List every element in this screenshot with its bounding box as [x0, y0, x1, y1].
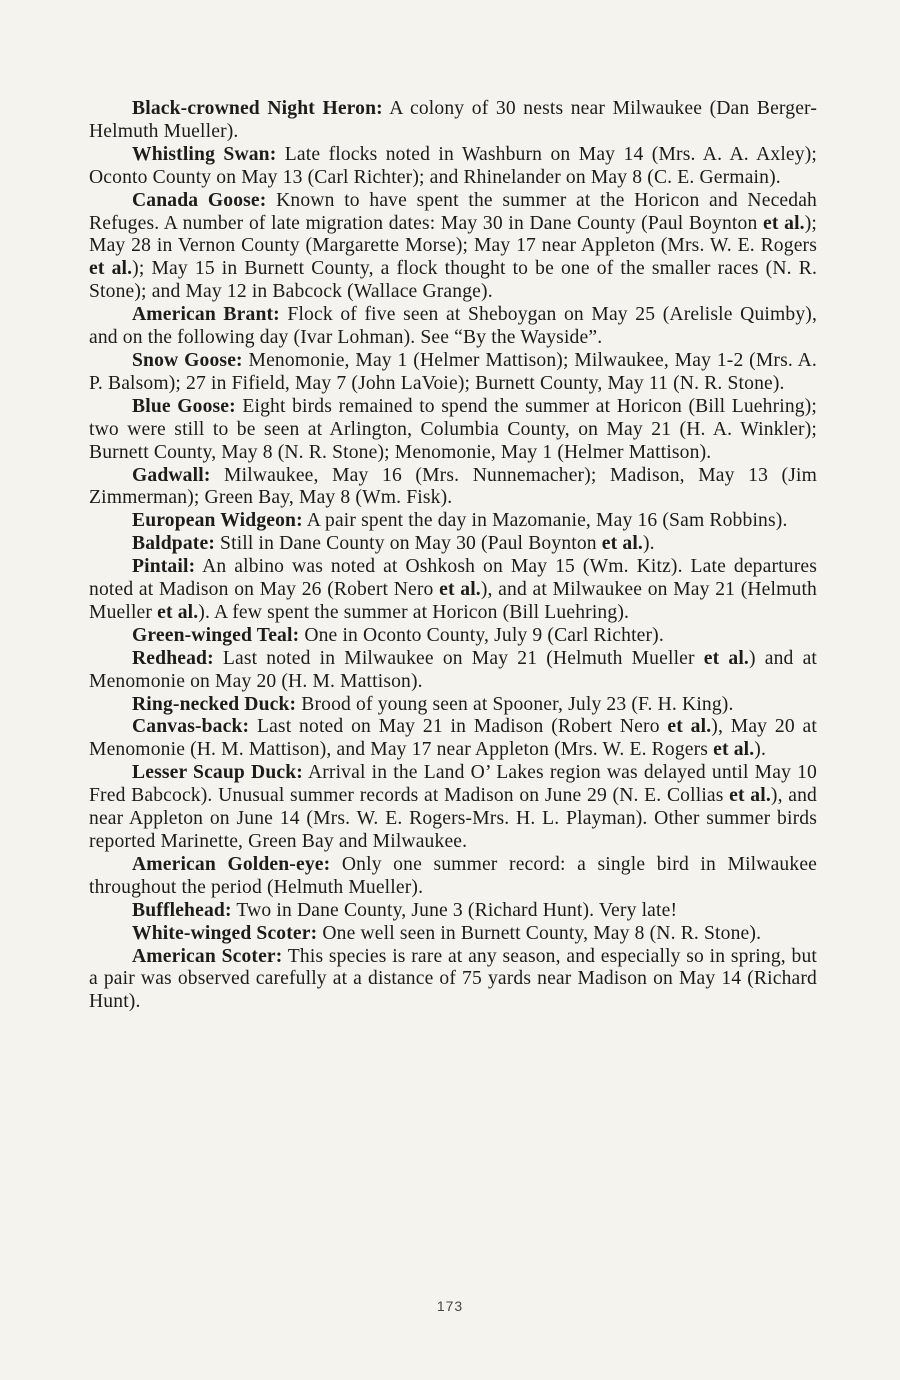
entry-text: An albino was noted at Oshkosh on May 15 (Wm. Kitz). Late departures noted at Madison on May 26 (Robert Nero — [89, 556, 817, 601]
entry-text: This species is rare at any season, and especially so in spring, but a pair was observed carefully at a distance of 75 yards near Madison on May 14 (Richard Hunt). — [89, 945, 817, 1013]
entry-text: Arrival in the Land O’ Lakes region was delayed until May 10 Fred Babcock). Unusual summer records at Madison on June 29 (N. E. Collias — [89, 762, 817, 807]
species-name: Canvas-back: — [132, 716, 250, 738]
species-name: Redhead: — [132, 647, 214, 669]
species-entry — [89, 946, 817, 1015]
entry-text: ). A few spent the summer at Horicon (Bill Luehring). — [198, 601, 630, 623]
entry-text: Last noted on May 21 in Madison (Robert Nero — [249, 716, 668, 738]
document-body — [89, 98, 817, 1014]
et-al-bold: et al. — [763, 212, 805, 234]
entry-text: Menomonie, May 1 (Helmer Mattison); Milwaukee, May 1-2 (Mrs. A. P. Balsom); 27 in Fifield, May 7 (John LaVoie); Burnett County, May 11 (N. R. Stone). — [89, 349, 817, 394]
species-name: Gadwall: — [132, 464, 211, 486]
species-entry — [89, 304, 817, 350]
et-al-bold: et al. — [667, 716, 712, 738]
species-name: Canada Goose: — [132, 189, 267, 211]
species-entry — [89, 396, 817, 465]
entry-text: Eight birds remained to spend the summer at Horicon (Bill Luehring); two were still to be seen at Arlington, Columbia County, on May 21 (H. A. Winkler); Burnett County, May 8 (N. R. Stone); Menomonie, May 1 (Helmer Mattison). — [89, 395, 817, 463]
species-entry — [89, 190, 817, 305]
et-al-bold: et al. — [89, 258, 133, 280]
species-entry — [89, 510, 817, 533]
species-name: Whistling Swan: — [132, 143, 277, 165]
entry-text: Only one summer record: a single bird in Milwaukee throughout the period (Helmuth Mueller). — [89, 853, 818, 898]
species-name: European Widgeon: — [132, 510, 303, 532]
species-name: Blue Goose: — [132, 395, 236, 417]
species-entry — [89, 854, 817, 900]
entry-text: ), and at Milwaukee on May 21 (Helmuth Mueller — [89, 579, 817, 623]
entry-text: ); May 28 in Vernon County (Margarette Morse); May 17 near Appleton (Mrs. W. E. Rogers — [89, 212, 817, 257]
species-name: White-winged Scoter: — [132, 922, 318, 944]
species-name: Pintail: — [132, 556, 196, 578]
entry-text: Milwaukee, May 16 (Mrs. Nunnemacher); Madison, May 13 (Jim Zimmerman); Green Bay, May 8 (Wm. Fisk). — [89, 464, 817, 509]
species-entry — [89, 533, 817, 556]
et-al-bold: et al. — [157, 601, 199, 623]
entry-text: A pair spent the day in Mazomanie, May 16 (Sam Robbins). — [302, 510, 788, 532]
species-entry — [89, 350, 817, 396]
entry-text: ), and near Appleton on June 14 (Mrs. W. E. Rogers-Mrs. H. L. Playman). Other summer birds reported Marinette, Green Bay and Milwaukee. — [89, 785, 817, 852]
species-entry — [89, 923, 817, 946]
species-entry — [89, 556, 817, 625]
entry-text: ) and at Menomonie on May 20 (H. M. Mattison). — [89, 647, 818, 692]
entry-text: Still in Dane County on May 30 (Paul Boynton — [215, 533, 602, 555]
et-al-bold: et al. — [729, 785, 771, 807]
species-name: American Scoter: — [132, 945, 283, 967]
entry-text: A colony of 30 nests near Milwaukee (Dan Berger-Helmuth Mueller). — [89, 98, 817, 142]
entry-text: One well seen in Burnett County, May 8 (N. R. Stone). — [317, 922, 762, 944]
species-entry — [89, 144, 817, 190]
et-al-bold: et al. — [601, 533, 643, 555]
species-entry — [89, 716, 817, 762]
entry-text: One in Oconto County, July 9 (Carl Richter). — [299, 624, 664, 646]
et-al-bold: et al. — [439, 579, 481, 601]
species-entry — [89, 648, 817, 694]
species-entry — [89, 465, 817, 511]
et-al-bold: et al. — [713, 739, 755, 761]
species-name: American Brant: — [132, 304, 280, 326]
entry-text: Two in Dane County, June 3 (Richard Hunt). Very late! — [231, 899, 678, 921]
page-number: 173 — [436, 1298, 464, 1314]
entry-text: Flock of five seen at Sheboygan on May 25 (Arelisle Quimby), and on the following day (Ivar Lohman). See “By the Wayside”. — [89, 304, 818, 349]
species-entry — [89, 762, 817, 854]
species-name: Snow Goose: — [132, 349, 243, 371]
entry-text: ), May 20 at Menomonie (H. M. Mattison), and May 17 near Appleton (Mrs. W. E. Rogers — [89, 716, 817, 761]
species-name: Bufflehead: — [132, 899, 232, 921]
species-name: Green-winged Teal: — [132, 624, 300, 646]
species-name: Baldpate: — [132, 533, 215, 555]
species-name: American Golden-eye: — [132, 853, 331, 875]
species-entry — [89, 98, 817, 144]
species-name: Black-crowned Night Heron: — [132, 98, 383, 119]
entry-text: ). — [642, 533, 655, 555]
entry-text: ); May 15 in Burnett County, a flock thought to be one of the smaller races (N. R. Stone); and May 12 in Babcock (Wallace Grange). — [89, 258, 817, 303]
entry-text: Brood of young seen at Spooner, July 23 (F. H. King). — [296, 693, 734, 715]
entry-text: ). — [754, 739, 767, 761]
entry-text: Known to have spent the summer at the Horicon and Necedah Refuges. A number of late migration dates: May 30 in Dane County (Paul Boynton — [89, 189, 817, 234]
species-entry — [89, 694, 817, 717]
species-name: Lesser Scaup Duck: — [132, 762, 303, 784]
species-entry — [89, 625, 817, 648]
species-name: Ring-necked Duck: — [132, 693, 297, 715]
entry-text: Last noted in Milwaukee on May 21 (Helmuth Mueller — [213, 647, 704, 669]
et-al-bold: et al. — [703, 647, 749, 669]
entry-text: Late flocks noted in Washburn on May 14 (Mrs. A. A. Axley); Oconto County on May 13 (Carl Richter); and Rhinelander on May 8 (C. E. Germain). — [89, 143, 817, 188]
species-entry — [89, 900, 817, 923]
